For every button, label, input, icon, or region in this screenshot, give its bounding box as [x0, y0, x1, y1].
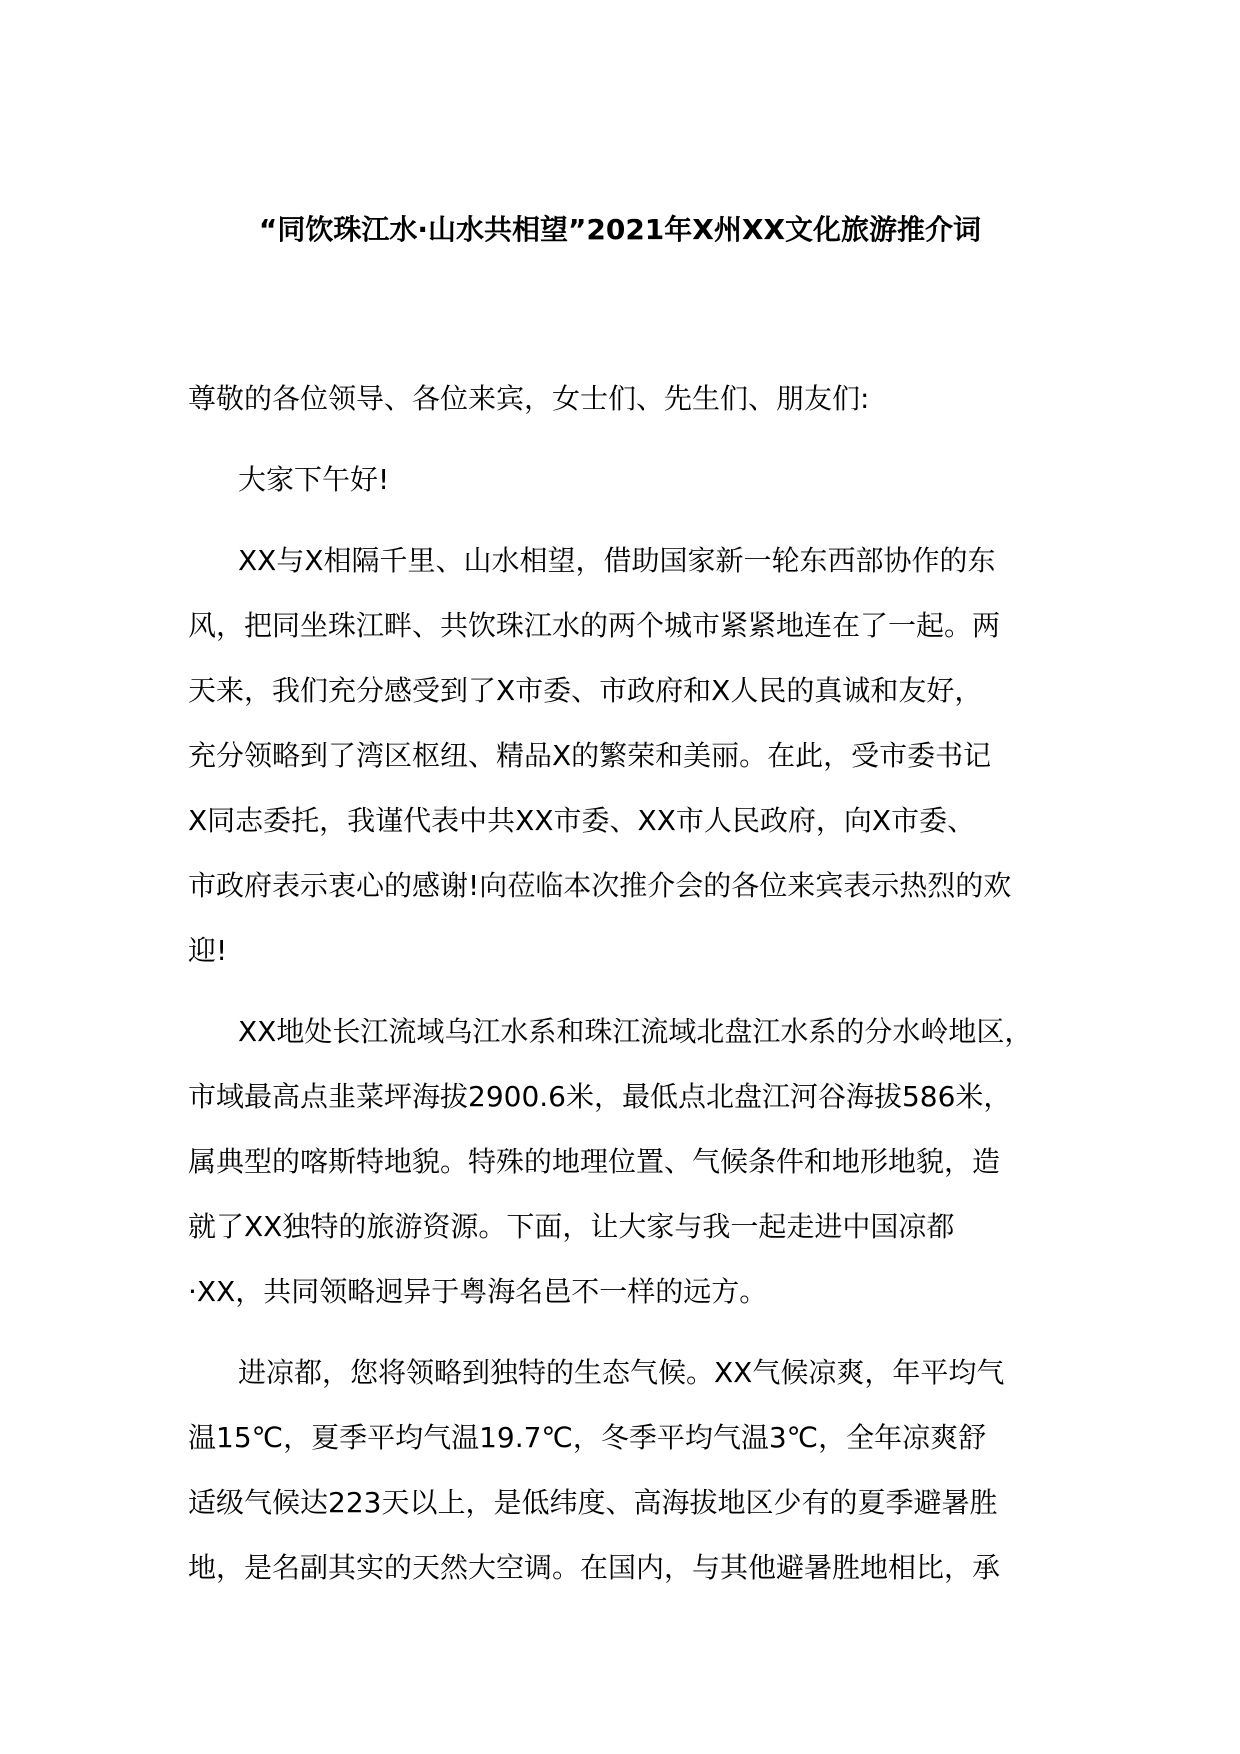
paragraph-line: 迎! [188, 934, 228, 967]
document-title: “同饮珠江水·山水共相望”2021年X州XX文化旅游推介词 [258, 213, 982, 246]
paragraph-line: 充分领略到了湾区枢纽、精品X的繁荣和美丽。在此，受市委书记 [188, 739, 992, 772]
paragraph-line: XX地处长江流域乌江水系和珠江流域北盘江水系的分水岭地区， [238, 1015, 1033, 1048]
paragraph-line: XX与X相隔千里、山水相望，借助国家新一轮东西部协作的东 [238, 544, 996, 577]
paragraph-line: 地，是名副其实的天然大空调。在国内，与其他避暑胜地相比，承 [188, 1551, 1001, 1584]
paragraph [188, 1340, 1068, 1600]
paragraph-gap [188, 431, 1068, 447]
paragraph-line: X同志委托，我谨代表中共XX市委、XX市人民政府，向X市委、 [188, 804, 976, 837]
paragraph [188, 447, 1068, 512]
paragraph-line: 进凉都，您将领略到独特的生态气候。XX气候凉爽，年平均气 [238, 1356, 1005, 1389]
paragraph-line: 就了XX独特的旅游资源。下面，让大家与我一起走进中国凉都 [188, 1210, 955, 1243]
paragraph-gap [188, 983, 1068, 999]
paragraph [188, 528, 1068, 983]
paragraph [188, 999, 1068, 1324]
paragraph-line: 市政府表示衷心的感谢!向莅临本次推介会的各位来宾表示热烈的欢 [188, 869, 1012, 902]
paragraph [188, 366, 1068, 431]
paragraph-line: 大家下午好! [238, 463, 390, 496]
paragraph-line: 天来，我们充分感受到了X市委、市政府和X人民的真诚和友好， [188, 674, 983, 707]
paragraph-line: 温15℃，夏季平均气温19.7℃，冬季平均气温3℃，全年凉爽舒 [188, 1421, 987, 1454]
paragraph-gap [188, 512, 1068, 528]
paragraph-line: 属典型的喀斯特地貌。特殊的地理位置、气候条件和地形地貌，造 [188, 1145, 1001, 1178]
paragraph-gap [188, 1324, 1068, 1340]
document-body [188, 366, 1068, 1600]
paragraph-line: 适级气候达223天以上，是低纬度、高海拔地区少有的夏季避暑胜 [188, 1486, 998, 1519]
paragraph-line: 尊敬的各位领导、各位来宾，女士们、先生们、朋友们: [188, 382, 870, 415]
paragraph-line: 风，把同坐珠江畔、共饮珠江水的两个城市紧紧地连在了一起。两 [188, 609, 1001, 642]
paragraph-line: 市域最高点韭菜坪海拔2900.6米，最低点北盘江河谷海拔586米， [188, 1080, 1012, 1113]
paragraph-line: ·XX，共同领略迥异于粤海名邑不一样的远方。 [188, 1275, 768, 1308]
